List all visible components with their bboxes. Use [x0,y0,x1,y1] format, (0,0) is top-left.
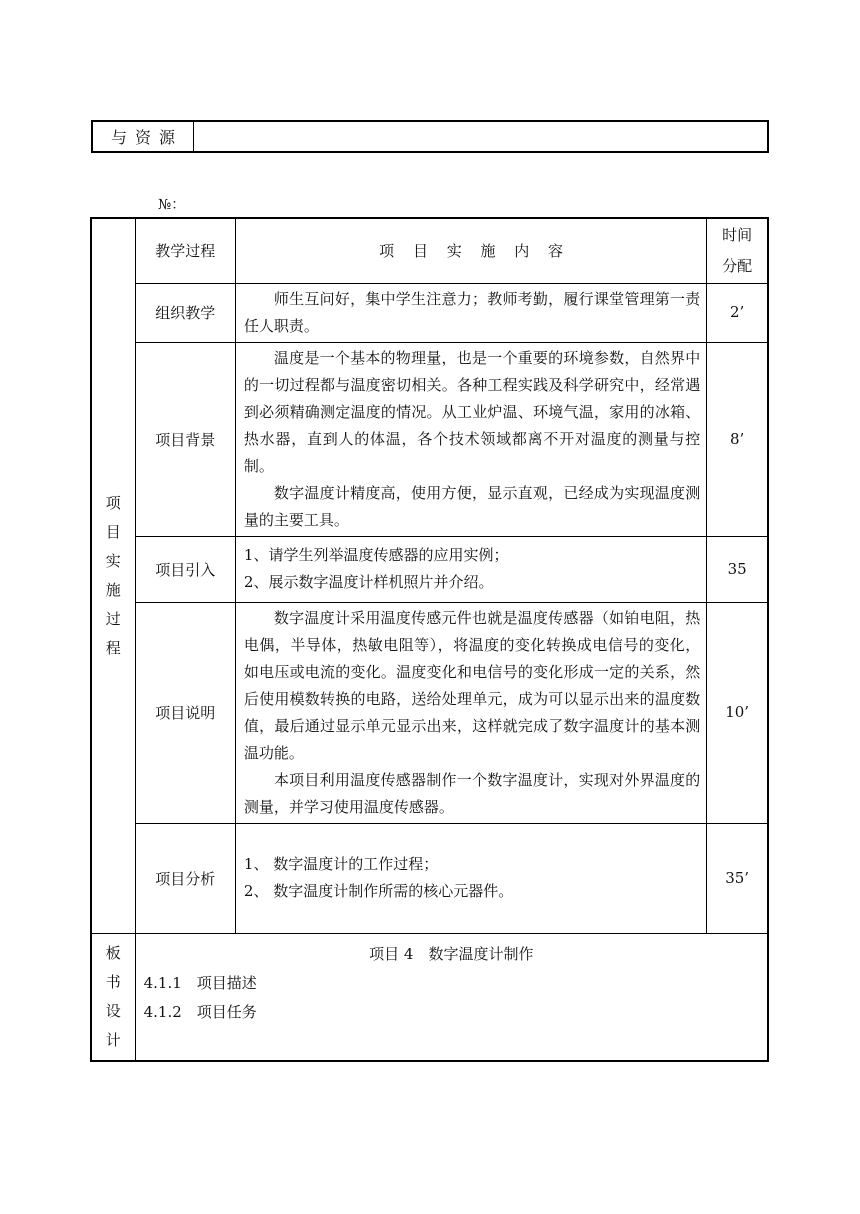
step-cell: 项目分析 [135,823,235,933]
side-label-char: 过 [105,609,121,628]
side-label-char: 书 [105,972,121,991]
resources-label: 与资源 [92,121,194,152]
time-cell: 35’ [707,823,768,933]
number-label: №： [158,197,186,213]
time-cell: 35 [707,536,768,602]
board-item: 4.1.1 项目描述 [143,973,257,992]
step-cell: 项目说明 [135,602,235,823]
content-line: 1、请学生列举温度传感器的应用实例； [243,546,509,564]
table-row [91,536,768,602]
time-cell: 8’ [707,342,768,536]
time-cell: 2’ [707,283,768,342]
side-label-char: 目 [105,522,121,541]
board-design-content [135,933,768,1061]
content-cell [235,342,706,536]
header-content: 项 目 实 施 内 容 [235,218,706,283]
board-item: 4.1.2 项目任务 [143,1002,257,1021]
content-line: 2、展示数字温度计样机照片并介绍。 [243,573,494,591]
table-row [91,823,768,933]
resources-value [194,121,769,152]
board-design-row [91,933,768,1061]
resources-table [91,120,769,153]
table-header-row [91,218,768,283]
content-cell [235,602,706,823]
table-row [91,342,768,536]
board-title: 项目 4 数字温度计制作 [369,944,534,963]
side-label-char: 板 [105,943,121,962]
header-step: 教学过程 [135,218,235,283]
table-row [91,602,768,823]
side-label-char: 计 [105,1030,121,1049]
content-cell [235,823,706,933]
header-time-line1: 时间 [722,225,753,244]
side-label-char: 施 [105,580,121,599]
content-paragraph: 温度是一个基本的物理量，也是一个重要的环境参数，自然界中的一切过程都与温度密切相关。各种工程实践及科学研究中，经常遇到必须精确测定温度的情况。从工业炉温、环境气温，家用的冰箱、热水器，直到人的体温，各个技术领域都离不开对温度的测量与控制。 [243,348,701,475]
header-time [707,218,768,283]
content-paragraph: 数字温度计精度高，使用方便，显示直观，已经成为实现温度测量的主要工具。 [243,483,701,529]
content-paragraph: 本项目利用温度传感器制作一个数字温度计，实现对外界温度的测量，并学习使用温度传感器。 [243,770,701,816]
side-label-char: 项 [105,493,121,512]
side-label-project-process [91,218,135,933]
step-cell: 项目引入 [135,536,235,602]
table-row [91,283,768,342]
side-label-char: 程 [105,638,121,657]
content-line: 2、 数字温度计制作所需的核心元器件。 [243,882,514,900]
step-cell: 组织教学 [135,283,235,342]
side-label-board-design [91,933,135,1061]
content-cell [235,283,706,342]
side-label-char: 实 [105,551,121,570]
header-time-line2: 分配 [722,256,753,275]
teaching-process-table [90,217,769,1062]
content-paragraph: 数字温度计采用温度传感元件也就是温度传感器（如铂电阻，热电偶，半导体，热敏电阻等），将温度的变化转换成电信号的变化，如电压或电流的变化。温度变化和电信号的变化形成一定的关系，然后使用模数转换的电路，送给处理单元，成为可以显示出来的温度数值，最后通过显示单元显示出来，这样就完成了数字温度计的基本测温功能。 [243,608,701,762]
content-line: 1、 数字温度计的工作过程； [243,855,439,873]
content-paragraph: 师生互问好，集中学生注意力；教师考勤，履行课堂管理第一责任人职责。 [243,289,701,335]
side-label-char: 设 [105,1001,121,1020]
content-cell [235,536,706,602]
step-cell: 项目背景 [135,342,235,536]
time-cell: 10’ [707,602,768,823]
